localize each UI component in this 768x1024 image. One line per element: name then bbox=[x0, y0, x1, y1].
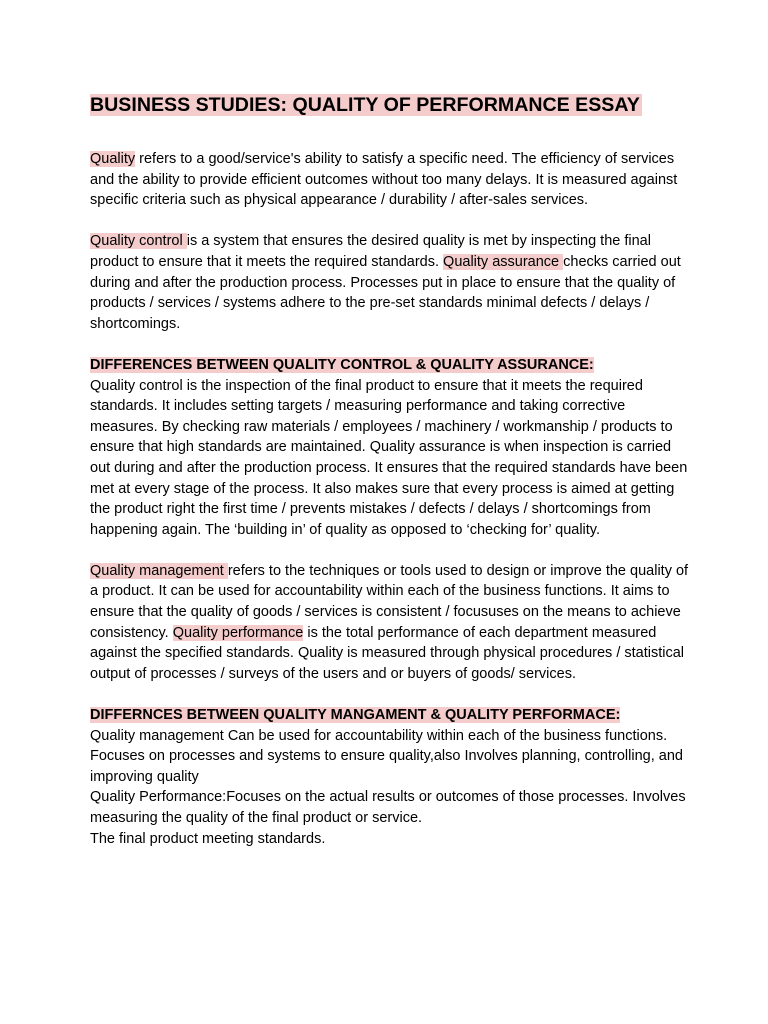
paragraph-text: checks carried out during and after the production process. Processes put in place to ensure that the quality of products / services / systems adhere to the pre-set standards minimal defects / delays / shortcomings. bbox=[90, 253, 681, 332]
paragraph-text: is the total performance of each department measured against the specified standards. Quality is measured through physical procedures / statistical output of processes / surveys of the users and or buyers of goods/ services. bbox=[90, 624, 685, 682]
paragraph-quality-definition bbox=[90, 149, 690, 211]
highlighted-term-quality-management: Quality management bbox=[90, 562, 228, 579]
paragraph-text: is a system that ensures the desired quality is met by inspecting the final product to ensure that it meets the required standards. bbox=[90, 233, 651, 270]
section-heading-text: DIFFERNCES BETWEEN QUALITY MANGAMENT & QUALITY PERFORMACE: bbox=[90, 707, 621, 724]
section-heading-text: DIFFERENCES BETWEEN QUALITY CONTROL & QUALITY ASSURANCE: bbox=[90, 356, 594, 373]
highlighted-term-quality-control: Quality control bbox=[90, 233, 187, 250]
paragraph-final-line: The final product meeting standards. bbox=[90, 830, 326, 847]
highlighted-term-quality: Quality bbox=[90, 151, 136, 167]
paragraph-text: refers to the techniques or tools used to design or improve the quality of a product. It can be used for accountability within each of the business functions. It aims to ensure that the quality of goods / services is consistent / focususes on the means to achieve consistency. bbox=[90, 562, 689, 641]
section-heading-management-vs-performance bbox=[90, 705, 690, 726]
paragraph-performance-summary: Quality Performance:Focuses on the actual results or outcomes of those processes. Involves measuring the quality of the final product or service. bbox=[90, 789, 686, 826]
page-title-text: BUSINESS STUDIES: QUALITY OF PERFORMANCE ESSAY bbox=[90, 94, 640, 116]
highlighted-term-quality-performance: Quality performance bbox=[172, 624, 304, 641]
paragraph-quality-management-performance bbox=[90, 561, 690, 685]
paragraph-text: refers to a good/service's ability to satisfy a specific need. The efficiency of services and the ability to provide efficient outcomes without too many delays. It is measured against specific criteria such as physical appearance / durability / after-sales services. bbox=[90, 151, 678, 209]
highlighted-term-quality-assurance: Quality assurance bbox=[443, 253, 564, 270]
paragraph-management-summary: Quality management Can be used for accountability within each of the business functions. Focuses on processes and systems to ensure quality,also Involves planning, controlling, and improving quality bbox=[90, 727, 683, 785]
paragraph-quality-control-assurance bbox=[90, 231, 690, 334]
page-title bbox=[90, 91, 690, 119]
document-page bbox=[90, 91, 690, 849]
paragraph-control-vs-assurance: Quality control is the inspection of the final product to ensure that it meets the required standards. It includes setting targets / measuring performance and taking corrective measures. By checking raw materials / employees / machinery / workmanship / products to ensure that high standards are maintained. Quality assurance is when inspection is carried out during and after the production process. It ensures that the required standards have been met at every stage of the process. It also makes sure that every process is aimed at getting the product right the first time / prevents mistakes / defects / delays / shortcomings from happening again. The ‘building in’ of quality as opposed to ‘checking for’ quality. bbox=[90, 377, 688, 538]
section-heading-control-vs-assurance bbox=[90, 355, 690, 376]
